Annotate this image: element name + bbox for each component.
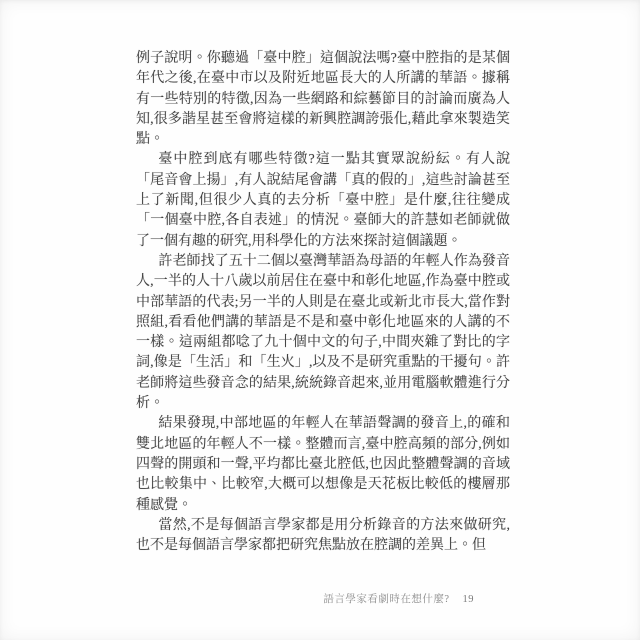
body-text bbox=[136, 49, 510, 556]
paragraph-4: 結果發現,中部地區的年輕人在華語聲調的發音上,的確和雙北地區的年輕人不一樣。整體而言,臺中腔高頻的部分,例如四聲的開頭和一聲,平均都比臺北腔低,也因此整體聲調的音域也比較集中、比較窄,大概可以想像是天花板比較低的樓層那種感覺。 bbox=[136, 416, 510, 513]
paragraph-5: 當然,不是每個語言學家都是用分析錄音的方法來做研究,也不是每個語言學家都把研究焦點放在腔調的差異上。但 bbox=[136, 517, 510, 554]
page-footer bbox=[0, 591, 474, 606]
paragraph-2: 臺中腔到底有哪些特徵?這一點其實眾說紛紜。有人說「尾音會上揚」,有人說結尾會講「真的假的」,這些討論甚至上了新聞,但很少人真的去分析「臺中腔」是什麼,往往變成「一個臺中腔,各自表述」的情況。臺師大的許慧如老師就做了一個有趣的研究,用科學化的方法來探討這個議題。 bbox=[136, 152, 510, 249]
paragraph-3: 許老師找了五十二個以臺灣華語為母語的年輕人作為發音人,一半的人十八歲以前居住在臺中和彰化地區,作為臺中腔或中部華語的代表;另一半的人則是在臺北或新北市長大,當作對照組,看看他們講的華語是不是和臺中彰化地區來的人講的不一樣。這兩組都唸了九十個中文的句子,中間夾雜了對比的字詞,像是「生活」和「生火」,以及不是研究重點的干擾句。許老師將這些發音念的結果,統統錄音起來,並用電腦軟體進行分析。 bbox=[136, 253, 510, 412]
paragraph-1: 例子說明。你聽過「臺中腔」這個說法嗎?臺中腔指的是某個年代之後,在臺中市以及附近地區長大的人所講的華語。據稱有一些特別的特徵,因為一些網路和綜藝節目的討論而廣為人知,很多諧星甚至會將這樣的新興腔調誇張化,藉此拿來製造笑點。 bbox=[136, 51, 510, 148]
running-footer-chapter-title: 語言學家看劇時在想什麼? bbox=[323, 594, 450, 605]
page-number: 19 bbox=[462, 594, 474, 605]
